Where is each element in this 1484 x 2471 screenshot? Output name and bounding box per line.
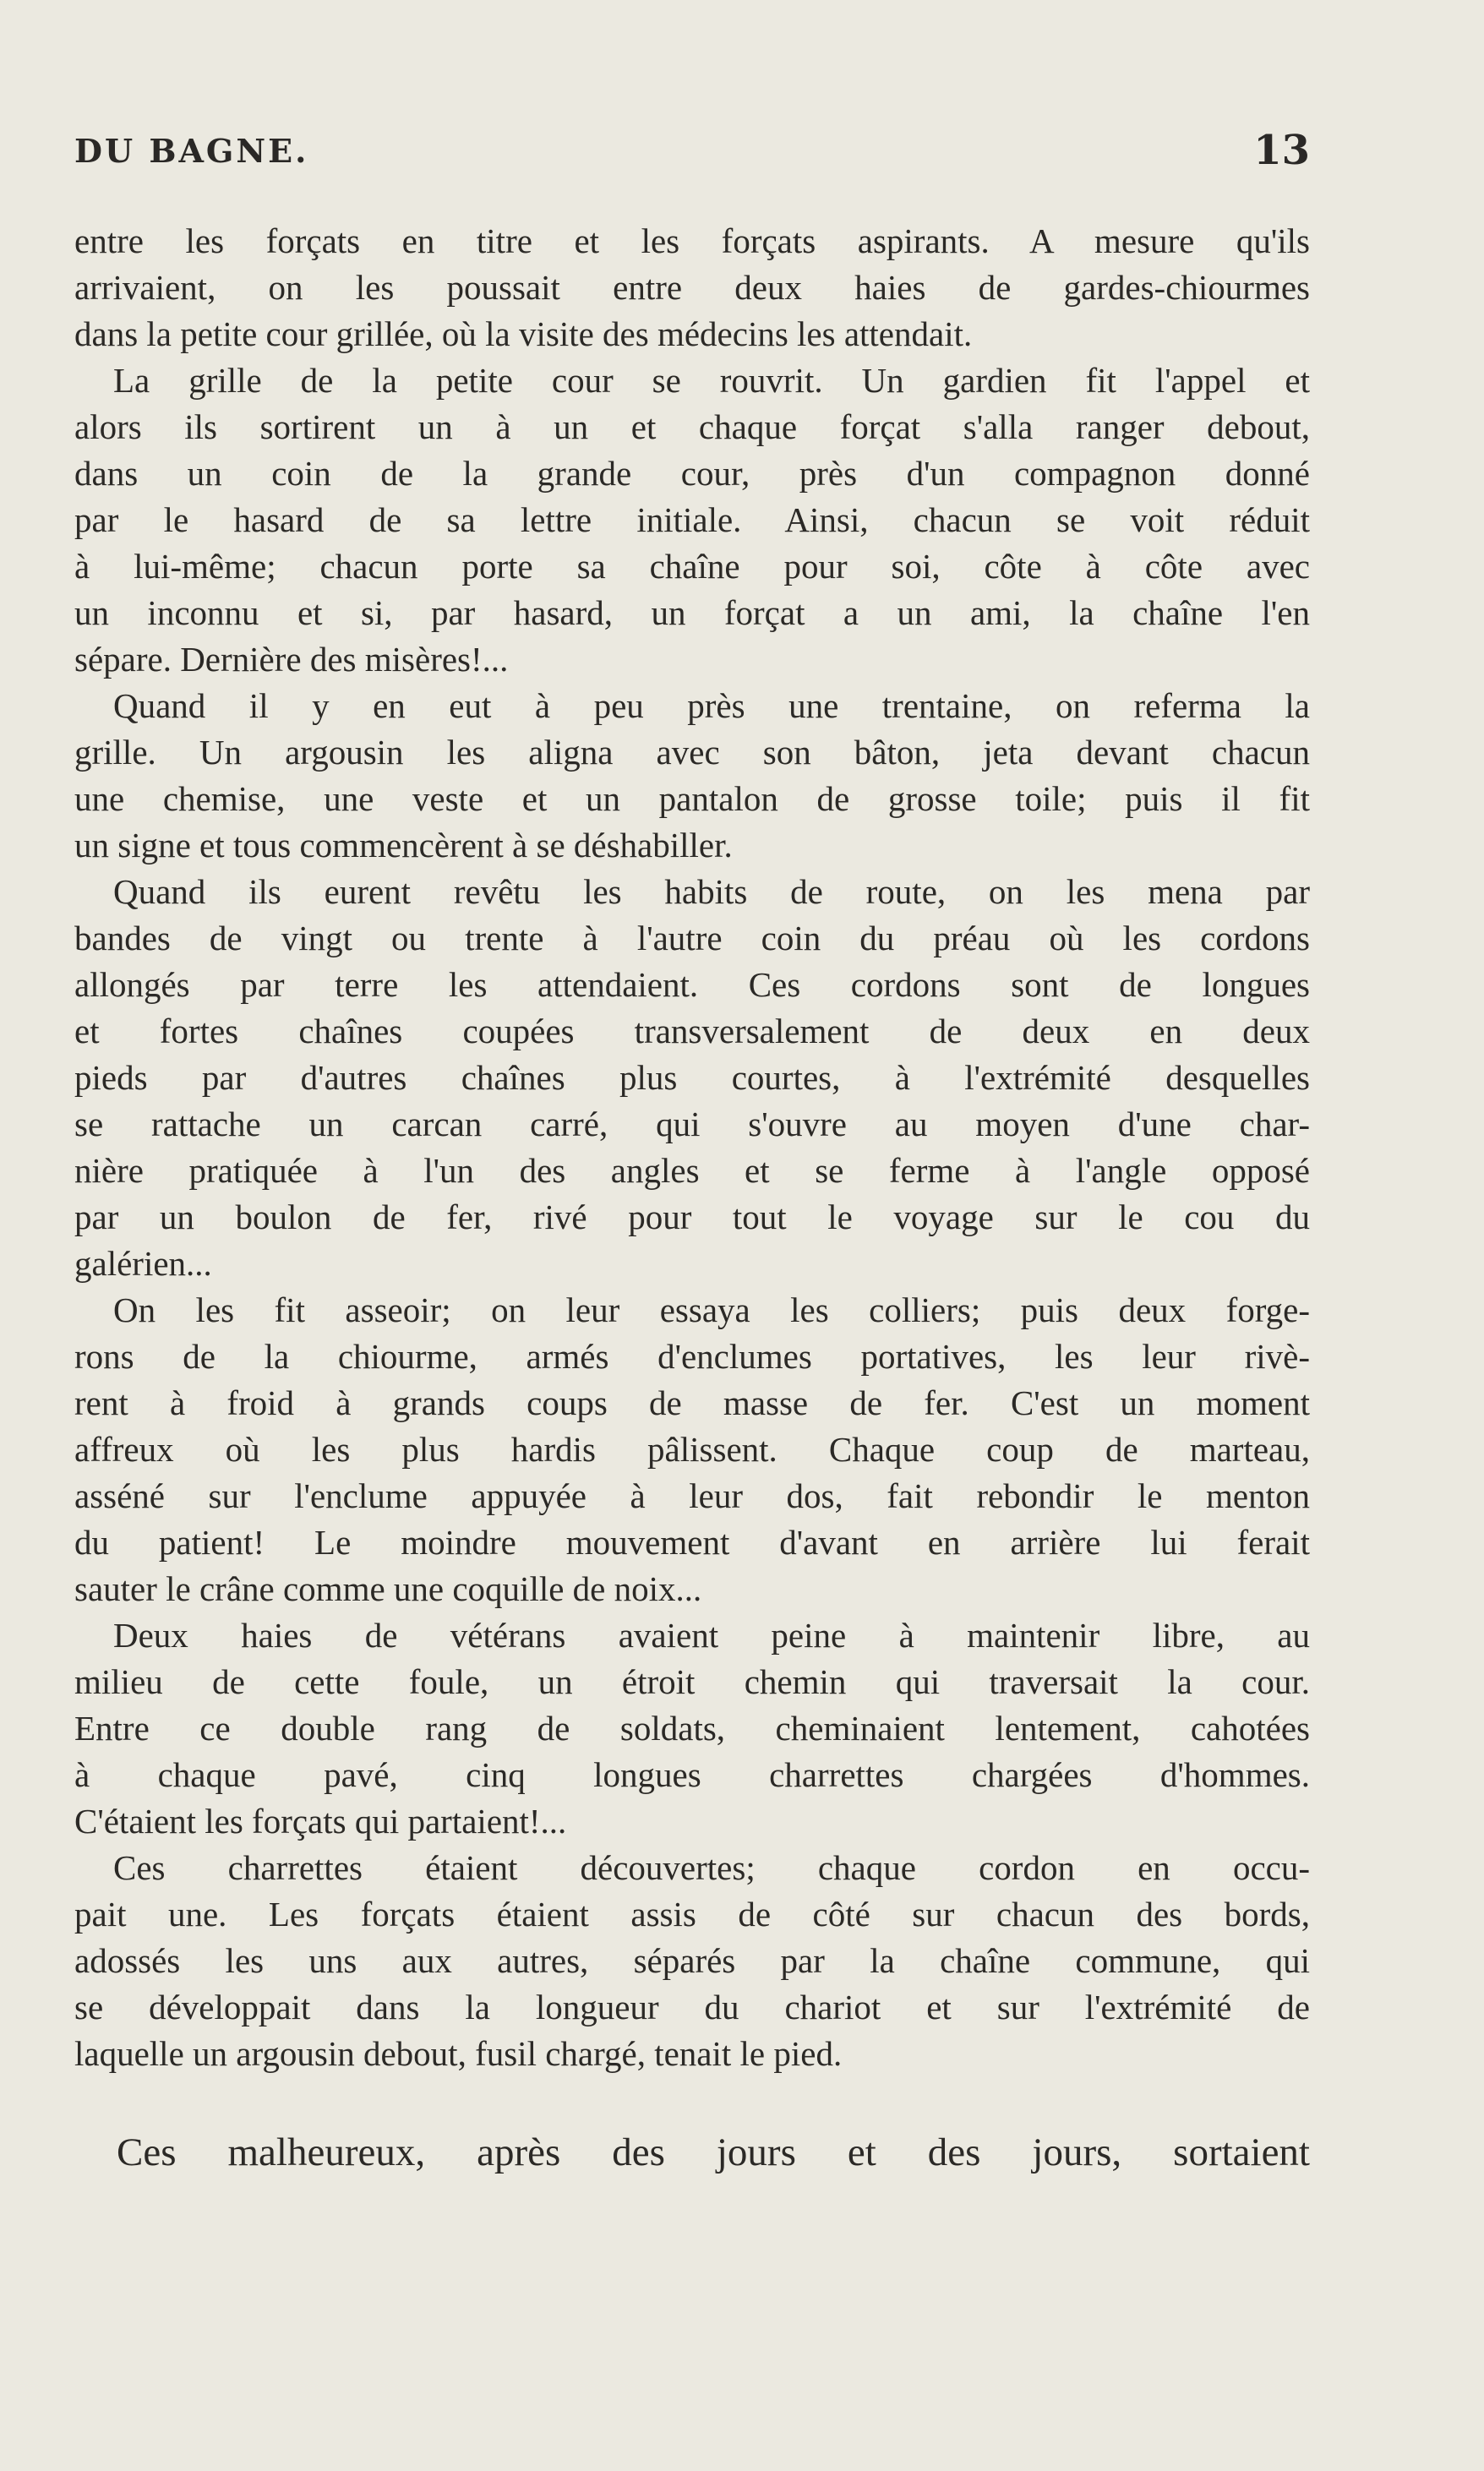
text-line: C'étaient les forçats qui partaient!...: [74, 1802, 567, 1841]
text-line: dans la petite cour grillée, où la visite des médecins les attendait.: [74, 314, 973, 353]
text-line: asséné sur l'enclume appuyée à leur dos, fait rebondir le menton: [74, 1476, 1310, 1515]
text-line: On les fit asseoir; on leur essaya les colliers; puis deux forge-: [113, 1290, 1310, 1329]
text-line: galérien...: [74, 1244, 212, 1283]
page-number: 13: [1253, 127, 1310, 174]
closing-line: Ces malheureux, après des jours et des jours, sortaient: [117, 2130, 1310, 2174]
text-line: du patient! Le moindre mouvement d'avant en arrière lui ferait: [74, 1523, 1310, 1562]
text-line: sépare. Dernière des misères!...: [74, 640, 509, 679]
text-line: se rattache un carcan carré, qui s'ouvre au moyen d'une char-: [74, 1105, 1310, 1143]
text-line: Deux haies de vétérans avaient peine à maintenir libre, au: [113, 1616, 1310, 1655]
running-head: [74, 127, 1310, 181]
text-line: Entre ce double rang de soldats, cheminaient lentement, cahotées: [74, 1709, 1310, 1748]
text-line: La grille de la petite cour se rouvrit. Un gardien fit l'appel et: [113, 361, 1310, 400]
text-line: grille. Un argousin les aligna avec son bâton, jeta devant chacun: [74, 733, 1310, 772]
text-line: arrivaient, on les poussait entre deux haies de gardes-chiourmes: [74, 268, 1310, 307]
text-line: et fortes chaînes coupées transversalement de deux en deux: [74, 1012, 1310, 1050]
text-line: entre les forçats en titre et les forçats aspirants. A mesure qu'ils: [74, 221, 1310, 260]
text-line: à lui-même; chacun porte sa chaîne pour soi, côte à côte avec: [74, 547, 1310, 586]
text-line: nière pratiquée à l'un des angles et se ferme à l'angle opposé: [74, 1151, 1310, 1190]
text-line: laquelle un argousin debout, fusil chargé, tenait le pied.: [74, 2034, 843, 2073]
text-line: bandes de vingt ou trente à l'autre coin du préau où les cordons: [74, 919, 1310, 957]
body-text: [74, 218, 1310, 2077]
text-line: par le hasard de sa lettre initiale. Ainsi, chacun se voit réduit: [74, 500, 1310, 539]
text-line: dans un coin de la grande cour, près d'un compagnon donné: [74, 454, 1310, 493]
text-line: adossés les uns aux autres, séparés par la chaîne commune, qui: [74, 1941, 1310, 1980]
text-line: rons de la chiourme, armés d'enclumes portatives, les leur rivè-: [74, 1337, 1310, 1376]
text-line: un inconnu et si, par hasard, un forçat a un ami, la chaîne l'en: [74, 593, 1310, 632]
text-line: milieu de cette foule, un étroit chemin qui traversait la cour.: [74, 1662, 1310, 1701]
text-line: à chaque pavé, cinq longues charrettes chargées d'hommes.: [74, 1755, 1310, 1794]
text-line: allongés par terre les attendaient. Ces cordons sont de longues: [74, 965, 1310, 1004]
text-line: un signe et tous commencèrent à se déshabiller.: [74, 826, 733, 865]
text-line: rent à froid à grands coups de masse de fer. C'est un moment: [74, 1383, 1310, 1422]
text-line: sauter le crâne comme une coquille de noix...: [74, 1569, 702, 1608]
text-line: affreux où les plus hardis pâlissent. Chaque coup de marteau,: [74, 1430, 1310, 1469]
text-line: une chemise, une veste et un pantalon de grosse toile; puis il fit: [74, 779, 1310, 818]
text-line: Quand ils eurent revêtu les habits de route, on les mena par: [113, 872, 1310, 911]
text-line: alors ils sortirent un à un et chaque forçat s'alla ranger debout,: [74, 407, 1310, 446]
text-line: pait une. Les forçats étaient assis de côté sur chacun des bords,: [74, 1895, 1310, 1934]
text-line: Ces charrettes étaient découvertes; chaque cordon en occu-: [113, 1848, 1310, 1887]
running-title: DU BAGNE.: [74, 132, 309, 170]
text-line: par un boulon de fer, rivé pour tout le voyage sur le cou du: [74, 1197, 1310, 1236]
text-line: se développait dans la longueur du chariot et sur l'extrémité de: [74, 1988, 1310, 2026]
text-line: Quand il y en eut à peu près une trentaine, on referma la: [113, 686, 1310, 725]
text-line: pieds par d'autres chaînes plus courtes, à l'extrémité desquelles: [74, 1058, 1310, 1097]
